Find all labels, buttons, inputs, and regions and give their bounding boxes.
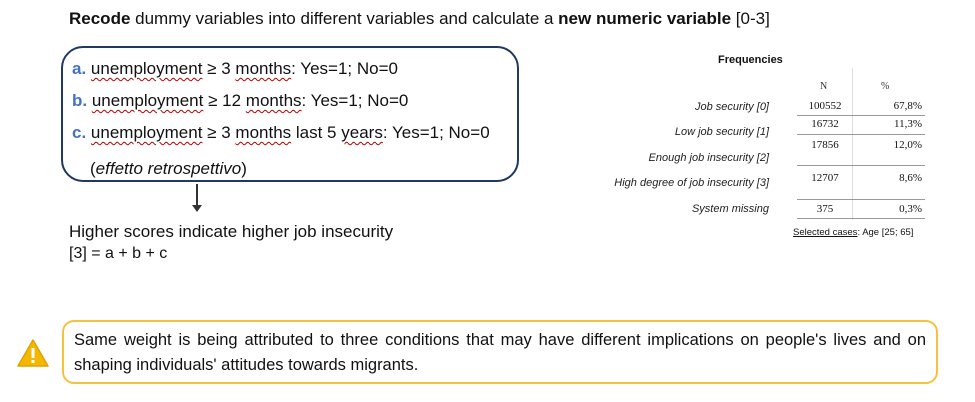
title-text-2: [0-3] bbox=[731, 9, 770, 28]
note-italic: effetto retrospettivo bbox=[95, 159, 242, 178]
row-divider bbox=[797, 165, 925, 166]
condition-threshold: ≥ 12 bbox=[203, 91, 246, 110]
title-text-1: dummy variables into different variables and calculate a bbox=[130, 9, 559, 28]
title-bold-recode: Recode bbox=[69, 9, 131, 28]
row-divider bbox=[797, 199, 925, 200]
arrow-head-icon bbox=[192, 205, 202, 212]
frequencies-title: Frequencies bbox=[718, 54, 783, 66]
condition-word-unemployment: unemployment bbox=[91, 91, 204, 110]
condition-threshold: ≥ 3 bbox=[202, 59, 236, 78]
selected-cases-value: : Age [25; 65] bbox=[857, 227, 914, 238]
cell-percent: 11,3% bbox=[893, 118, 922, 130]
row-label: Job security [0] bbox=[695, 101, 769, 113]
condition-word-unemployment: unemployment bbox=[90, 59, 203, 78]
result-formula: [3] = a + b + c bbox=[69, 245, 168, 262]
condition-b bbox=[72, 91, 408, 111]
condition-word-months: months bbox=[245, 91, 302, 110]
condition-coding: : Yes=1; No=0 bbox=[301, 91, 409, 110]
cell-percent: 0,3% bbox=[899, 203, 922, 215]
row-divider bbox=[797, 134, 925, 135]
column-header-percent: % bbox=[881, 81, 890, 92]
cell-n: 375 bbox=[816, 203, 834, 215]
row-label: High degree of job insecurity [3] bbox=[614, 177, 769, 189]
cell-percent: 12,0% bbox=[893, 139, 922, 151]
selected-cases-note bbox=[793, 227, 913, 238]
title-bold-new-variable: new numeric variable bbox=[558, 9, 732, 28]
warning-triangle-icon bbox=[17, 338, 49, 368]
note-open-paren: ( bbox=[90, 159, 96, 178]
result-description: Higher scores indicate higher job insecurity bbox=[69, 222, 394, 241]
slide-title bbox=[69, 9, 770, 29]
conditions-box bbox=[61, 46, 519, 182]
condition-letter: c. bbox=[72, 123, 87, 142]
condition-letter: b. bbox=[72, 91, 88, 110]
cell-n: 12707 bbox=[811, 172, 839, 184]
condition-threshold: ≥ 3 bbox=[202, 123, 236, 142]
condition-word-years: years bbox=[341, 123, 383, 142]
row-label: System missing bbox=[691, 203, 769, 215]
cell-n: 100552 bbox=[808, 100, 842, 112]
condition-c bbox=[72, 123, 490, 143]
condition-a bbox=[72, 59, 398, 79]
cell-percent: 67,8% bbox=[893, 100, 922, 112]
table-divider bbox=[852, 68, 853, 220]
condition-note bbox=[90, 159, 247, 179]
condition-word-months: months bbox=[235, 123, 292, 142]
condition-letter: a. bbox=[72, 59, 87, 78]
warning-note bbox=[62, 320, 938, 384]
cell-n: 17856 bbox=[811, 139, 839, 151]
column-header-n: N bbox=[820, 81, 828, 92]
cell-n: 16732 bbox=[811, 118, 839, 130]
cell-percent: 8,6% bbox=[899, 172, 922, 184]
condition-period: last 5 bbox=[291, 123, 342, 142]
condition-word-unemployment: unemployment bbox=[90, 123, 203, 142]
row-divider bbox=[797, 218, 925, 219]
row-label: Low job security [1] bbox=[674, 126, 769, 138]
row-label: Enough job insecurity [2] bbox=[648, 152, 769, 164]
selected-cases-label: Selected cases bbox=[793, 227, 858, 238]
condition-coding: : Yes=1; No=0 bbox=[291, 59, 398, 78]
note-close-paren: ) bbox=[241, 159, 247, 178]
warning-text: Same weight is being attributed to three conditions that may have different implications on people's lives and on shaping individuals' attitudes towards migrants. bbox=[74, 331, 926, 374]
row-divider bbox=[797, 115, 925, 116]
condition-coding: : Yes=1; No=0 bbox=[382, 123, 490, 142]
condition-word-months: months bbox=[235, 59, 292, 78]
